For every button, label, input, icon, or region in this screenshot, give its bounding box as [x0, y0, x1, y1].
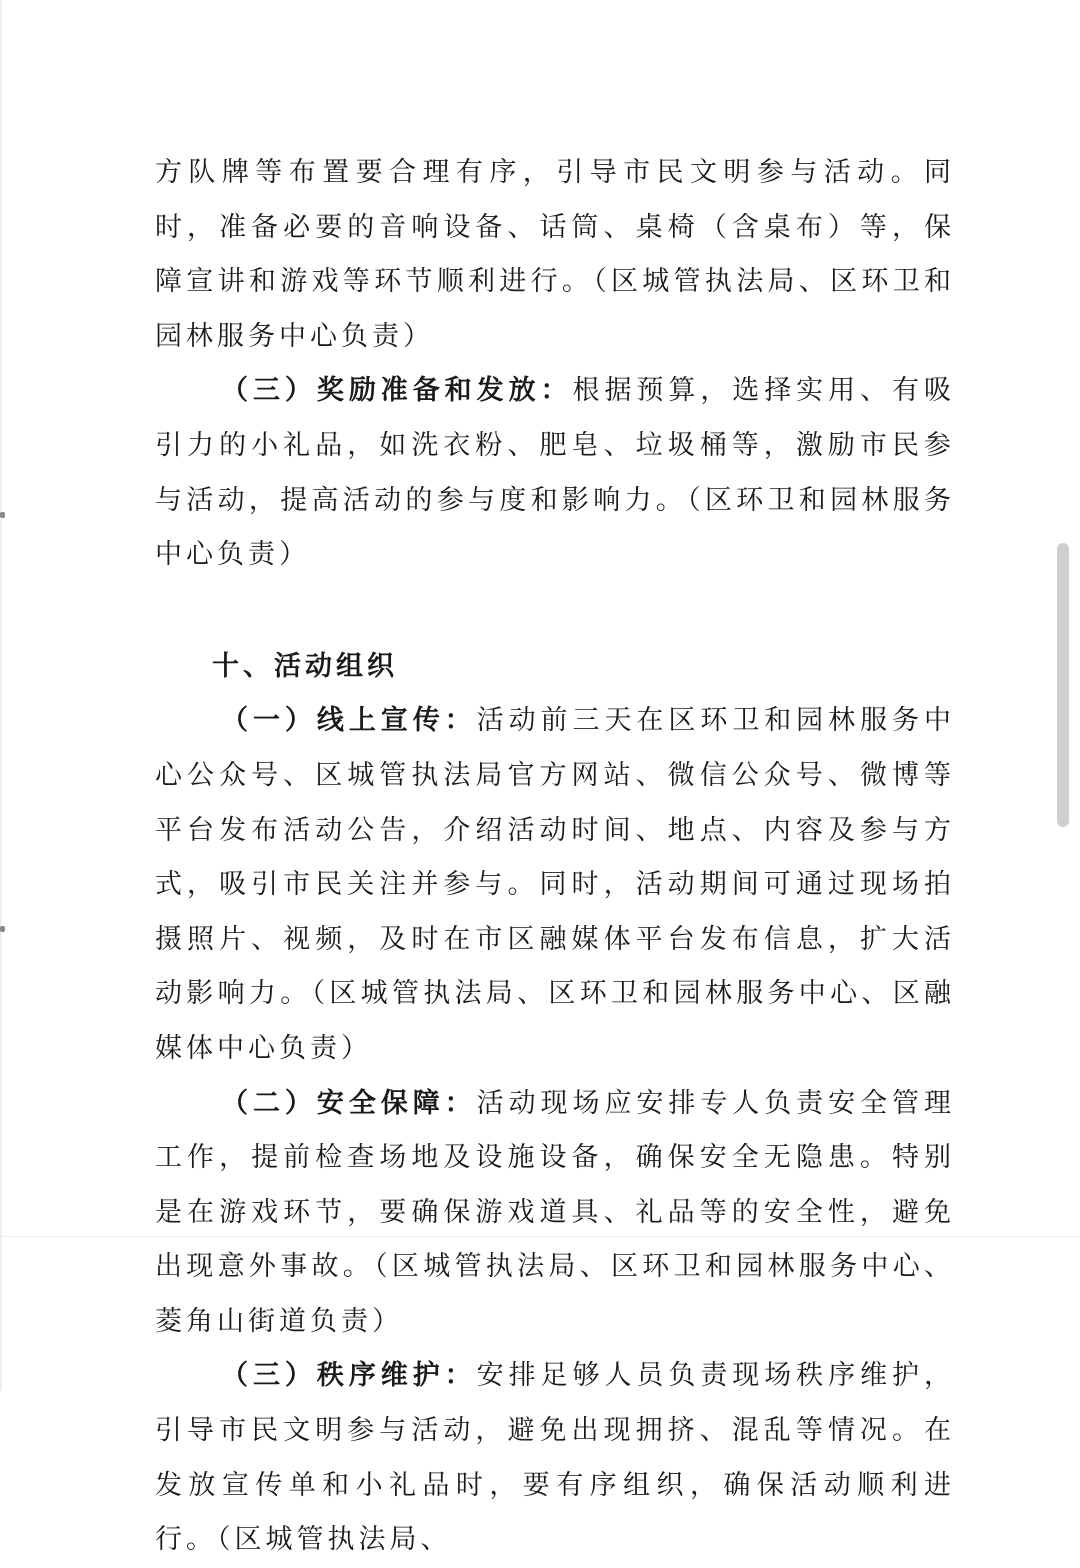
- page-divider: [0, 1236, 1080, 1237]
- section-heading: 十、活动组织: [212, 650, 398, 682]
- paragraph-lead: （二）安全保障：: [221, 1087, 477, 1119]
- paragraph-setup-continued: [155, 146, 955, 364]
- paragraph-order-maintenance: [155, 1349, 955, 1567]
- paragraph-online-promotion: [155, 694, 955, 1076]
- margin-mark: [0, 926, 5, 932]
- paragraph-text: 活动现场应安排专人负责安全管理工作，提前检查场地及设施设备，确保安全无隐患。特别是在游戏环节，要确保游戏道具、礼品等的安全性，避免出现意外事故。（区城管执法局、区环卫和园林服务中心、菱角山街道负责）: [155, 1087, 956, 1337]
- paragraph-lead: （三）奖励准备和发放：: [221, 375, 573, 407]
- paragraph-text: 安排足够人员负责现场秩序维护，引导市民文明参与活动，避免出现拥挤、混乱等情况。在发放宣传单和小礼品时，要有序组织，确保活动顺利进行。（区城管执法局、: [155, 1360, 956, 1556]
- margin-mark: [0, 512, 5, 518]
- paragraph-text: 方队牌等布置要合理有序，引导市民文明参与活动。同时，准备必要的音响设备、话筒、桌椅（含桌布）等，保障宣讲和游戏等环节顺利进行。（区城管执法局、区环卫和园林服务中心负责）: [155, 157, 955, 352]
- paragraph-reward-preparation: [155, 364, 955, 582]
- vertical-scrollbar[interactable]: [1057, 543, 1069, 827]
- paragraph-text: 活动前三天在区环卫和园林服务中心公众号、区城管执法局官方网站、微信公众号、微博等平台发布活动公告，介绍活动时间、地点、内容及参与方式，吸引市民关注并参与。同时，活动期间可通过现场拍摄照片、视频，及时在市区融媒体平台发布信息，扩大活动影响力。（区城管执法局、区环卫和园林服务中心、区融媒体中心负责）: [155, 705, 956, 1064]
- paragraph-safety: [155, 1077, 955, 1350]
- paragraph-lead: （一）线上宣传：: [221, 705, 477, 737]
- page-edge-shadow: [0, 0, 3, 1391]
- document-body: [155, 146, 955, 1568]
- section-gap: [155, 583, 955, 640]
- paragraph-lead: （三）秩序维护：: [221, 1360, 477, 1392]
- paragraph-text: 根据预算，选择实用、有吸引力的小礼品，如洗衣粉、肥皂、垃圾桶等，激励市民参与活动，提高活动的参与度和影响力。（区环卫和园林服务中心负责）: [155, 375, 955, 571]
